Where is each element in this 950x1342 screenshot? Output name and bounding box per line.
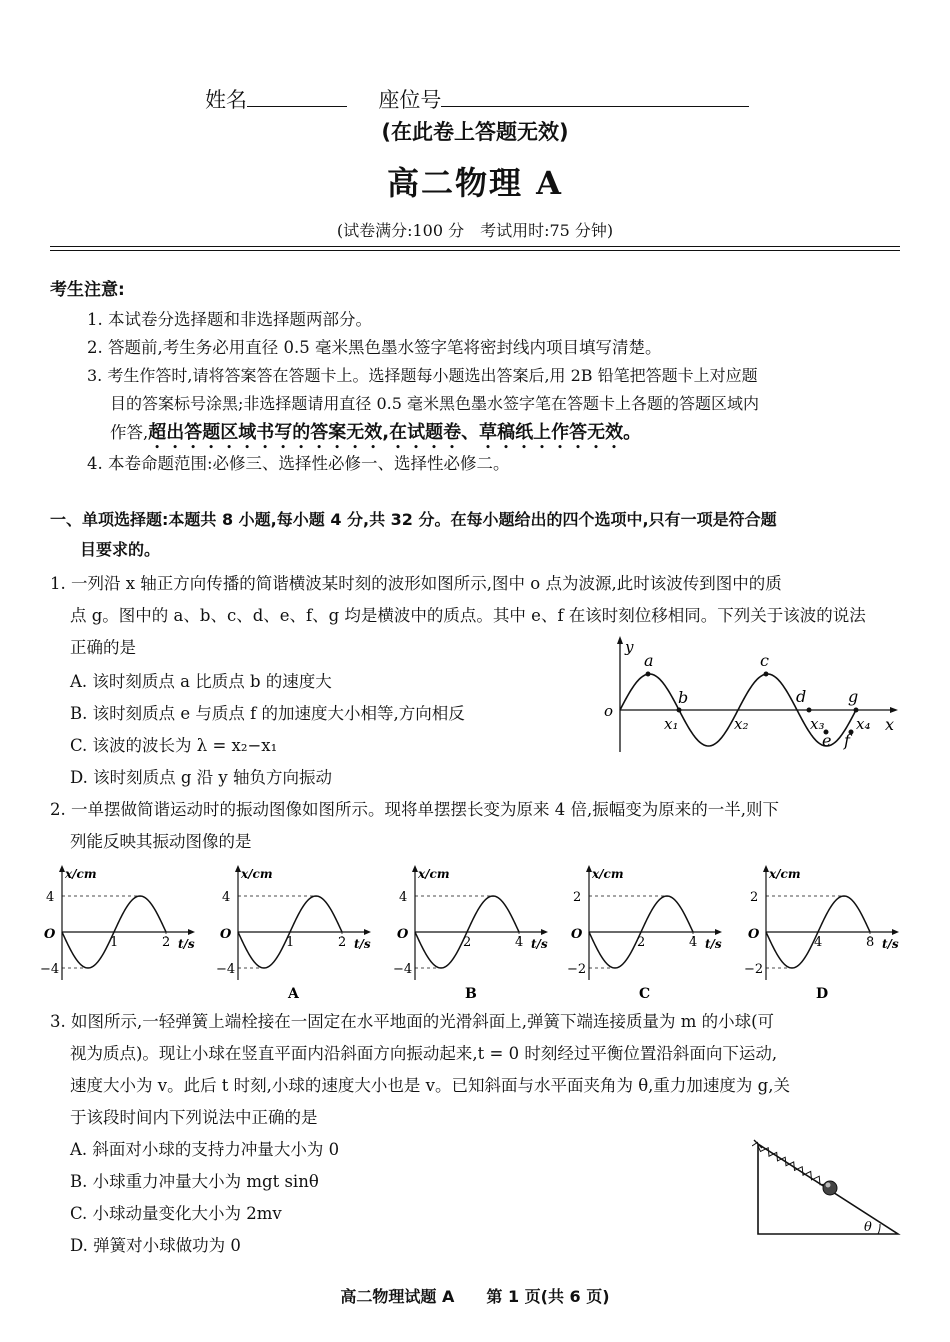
neg-amp-label: −4 — [216, 962, 236, 977]
seat-blank[interactable] — [441, 88, 749, 107]
divider-bottom — [50, 250, 900, 251]
origin-label: O — [397, 927, 409, 942]
x-label: t/s — [882, 937, 899, 951]
amp-label: 4 — [399, 890, 408, 905]
amp-label: 2 — [750, 890, 759, 905]
q1-stem-1: 1. 一列沿 x 轴正方向传播的简谐横波某时刻的波形如图所示,图中 o 点为波源,此时该波传到图中的质 — [50, 574, 782, 593]
x-label: t/s — [531, 937, 548, 951]
x-axis-arrow — [364, 929, 371, 935]
label-a: a — [644, 651, 654, 670]
y-label: x/cm — [65, 867, 97, 881]
point-g — [854, 708, 859, 713]
amp-label: 4 — [46, 890, 55, 905]
t1-label: 2 — [463, 935, 472, 950]
q2-graph-b[interactable] — [393, 862, 563, 1002]
label-y: y — [625, 638, 634, 656]
name-label: 姓名 — [205, 88, 247, 112]
name-blank[interactable] — [247, 88, 347, 107]
instruction-emphasis: 超出答题区域书写的答案无效,在试题卷、草稿纸上作答无效。 — [148, 422, 642, 443]
option-label: C — [639, 986, 651, 1002]
t1-label: 4 — [814, 935, 823, 950]
label-g: g — [848, 687, 859, 706]
point-b — [677, 708, 682, 713]
t2-label: 4 — [515, 935, 524, 950]
theta-label: θ — [864, 1220, 872, 1235]
divider-top — [50, 246, 900, 247]
t2-label: 4 — [689, 935, 698, 950]
y-axis-arrow — [617, 636, 623, 644]
q2-graph-given — [40, 862, 210, 1002]
label-x: x — [885, 715, 895, 734]
t1-label: 2 — [637, 935, 646, 950]
q1-option-b[interactable]: B. 该时刻质点 e 与质点 f 的加速度大小相等,方向相反 — [70, 704, 465, 723]
ball — [823, 1181, 837, 1195]
t2-label: 8 — [866, 935, 875, 950]
x-axis-arrow — [188, 929, 195, 935]
q3-stem-2: 视为质点)。现让小球在竖直平面内沿斜面方向振动起来,t = 0 时刻经过平衡位置沿斜面向下运动, — [70, 1044, 778, 1063]
q3-option-d[interactable]: D. 弹簧对小球做功为 0 — [70, 1236, 241, 1255]
q3-stem-4: 于该段时间内下列说法中正确的是 — [70, 1108, 318, 1127]
x-axis-arrow — [892, 929, 899, 935]
q3-option-b[interactable]: B. 小球重力冲量大小为 mgt sinθ — [70, 1172, 319, 1191]
label-x4: x₄ — [856, 715, 871, 733]
name-seat-line — [205, 84, 749, 114]
option-label: A — [288, 986, 299, 1002]
seat-label: 座位号 — [378, 88, 442, 112]
label-x3: x₃ — [810, 715, 825, 733]
x-axis-arrow — [890, 707, 898, 713]
q1-option-c[interactable]: C. 该波的波长为 λ = x₂−x₁ — [70, 736, 278, 755]
label-d: d — [796, 687, 807, 706]
neg-amp-label: −4 — [40, 962, 60, 977]
label-x1: x₁ — [664, 715, 679, 733]
section-heading-cont: 目要求的。 — [80, 540, 161, 559]
x-label: t/s — [705, 937, 722, 951]
q3-stem-1: 3. 如图所示,一轻弹簧上端栓接在一固定在水平地面的光滑斜面上,弹簧下端连接质量为 m 的小球(可 — [50, 1012, 775, 1031]
section-heading: 一、单项选择题:本题共 8 小题,每小题 4 分,共 32 分。在每小题给出的四个选项中,只有一项是符合题 — [50, 510, 777, 529]
y-label: x/cm — [592, 867, 624, 881]
q3-option-a[interactable]: A. 斜面对小球的支持力冲量大小为 0 — [70, 1140, 340, 1159]
amp-label: 4 — [222, 890, 231, 905]
instruction-2: 2. 答题前,考生务必用直径 0.5 毫米黑色墨水签字笔将密封线内项目填写清楚。 — [87, 338, 662, 357]
q3-incline-figure — [752, 1138, 904, 1238]
x-axis-arrow — [715, 929, 722, 935]
neg-amp-label: −2 — [744, 962, 764, 977]
label-o: o — [604, 702, 614, 720]
instructions-heading: 考生注意: — [50, 280, 125, 300]
label-e: e — [822, 731, 832, 750]
label-b: b — [678, 688, 689, 707]
q1-wave-figure — [598, 634, 904, 754]
t1-label: 1 — [110, 935, 119, 950]
x-label: t/s — [354, 937, 371, 951]
y-label: x/cm — [769, 867, 801, 881]
neg-amp-label: −4 — [393, 962, 413, 977]
neg-amp-label: −2 — [567, 962, 587, 977]
origin-label: O — [571, 927, 583, 942]
instruction-1: 1. 本试卷分选择题和非选择题两部分。 — [87, 310, 372, 329]
point-a — [646, 672, 651, 677]
x-axis-arrow — [541, 929, 548, 935]
page-subtitle: (试卷满分:100 分 考试用时:75 分钟) — [336, 221, 614, 240]
origin-label: O — [748, 927, 760, 942]
point-d — [807, 708, 812, 713]
q2-graph-d[interactable] — [744, 862, 914, 1002]
label-c: c — [760, 651, 769, 670]
t2-label: 2 — [162, 935, 171, 950]
q2-stem-2: 列能反映其振动图像的是 — [70, 832, 252, 851]
ball-highlight — [826, 1183, 831, 1188]
origin-label: O — [44, 927, 56, 942]
q3-option-c[interactable]: C. 小球动量变化大小为 2mv — [70, 1204, 282, 1223]
instruction-3-end: 作答,超出答题区域书写的答案无效,在试题卷、草稿纸上作答无效。 — [110, 422, 642, 443]
point-c — [764, 672, 769, 677]
x-label: t/s — [178, 937, 195, 951]
label-x2: x₂ — [734, 715, 749, 733]
instruction-3: 3. 考生作答时,请将答案答在答题卡上。选择题每小题选出答案后,用 2B 铅笔把答题卡上对应题 — [87, 366, 758, 385]
instruction-3-cont: 目的答案标号涂黑;非选择题请用直径 0.5 毫米黑色墨水签字笔在答题卡上各题的答题区域内 — [110, 394, 760, 413]
option-label: D — [816, 986, 829, 1002]
q3-stem-3: 速度大小为 v。此后 t 时刻,小球的速度大小也是 v。已知斜面与水平面夹角为 θ,重力加速度为 g,关 — [70, 1076, 790, 1095]
q2-stem-1: 2. 一单摆做简谐运动时的振动图像如图所示。现将单摆摆长变为原来 4 倍,振幅变为原来的一半,则下 — [50, 800, 779, 819]
instruction-4: 4. 本卷命题范围:必修三、选择性必修一、选择性必修二。 — [87, 454, 510, 473]
page-title: 高二物理 A — [387, 164, 563, 202]
q1-stem-3: 正确的是 — [70, 638, 136, 657]
amp-label: 2 — [573, 890, 582, 905]
y-label: x/cm — [241, 867, 273, 881]
origin-label: O — [220, 927, 232, 942]
option-label: B — [465, 986, 477, 1002]
notice: (在此卷上答题无效) — [381, 120, 569, 144]
q1-stem-2: 点 g。图中的 a、b、c、d、e、f、g 均是横波中的质点。其中 e、f 在该时刻位移相同。下列关于该波的说法 — [70, 606, 866, 625]
t2-label: 2 — [338, 935, 347, 950]
t1-label: 1 — [286, 935, 295, 950]
page-footer: 高二物理试题 A 第 1 页(共 6 页) — [340, 1287, 610, 1306]
q2-graph-c[interactable] — [567, 862, 737, 1002]
label-f: f — [844, 731, 850, 750]
q2-graph-a[interactable] — [216, 862, 386, 1002]
q1-option-a[interactable]: A. 该时刻质点 a 比质点 b 的速度大 — [70, 672, 332, 691]
y-label: x/cm — [418, 867, 450, 881]
q1-option-d[interactable]: D. 该时刻质点 g 沿 y 轴负方向振动 — [70, 768, 332, 787]
